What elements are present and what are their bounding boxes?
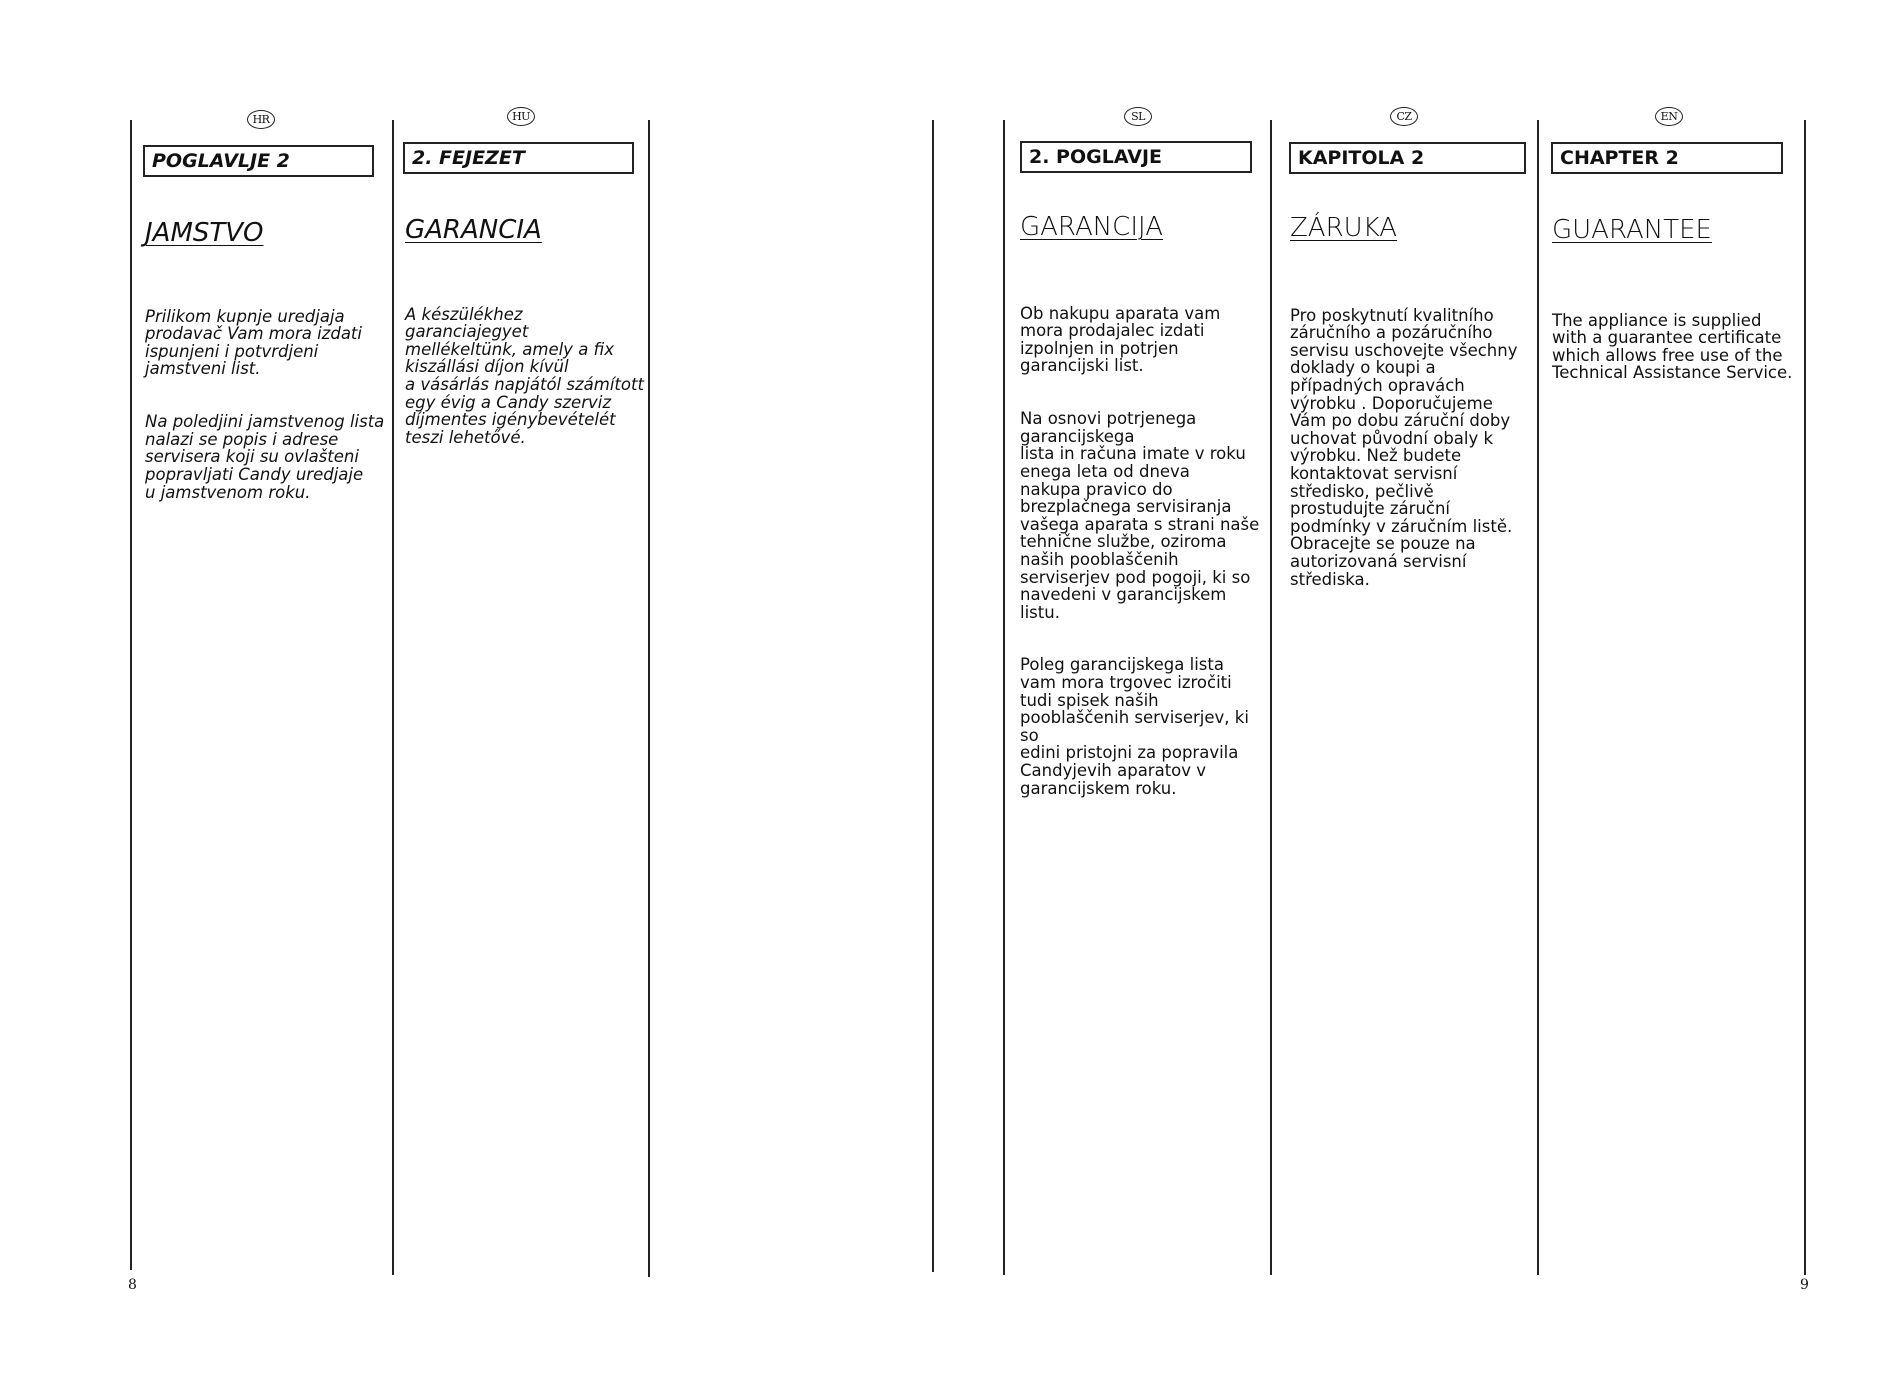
column-divider	[392, 120, 394, 1275]
page-number-left: 8	[128, 1277, 137, 1293]
column-divider	[1003, 120, 1005, 1275]
language-badge: HR	[247, 110, 275, 129]
language-badge: HU	[507, 107, 535, 126]
column-divider	[1270, 120, 1272, 1275]
paragraph: Prilikom kupnje uredjaja prodavač Vam mora izdati ispunjeni i potvrdjeni jamstveni list.	[145, 306, 362, 379]
paragraph: The appliance is supplied with a guarantee certificate which allows free use of the Technical Assistance Service.	[1552, 310, 1793, 383]
chapter-title: CHAPTER 2	[1551, 142, 1783, 174]
section-heading: GARANCIA	[405, 215, 542, 245]
language-badge: CZ	[1390, 107, 1418, 126]
paragraph: Ob nakupu aparata vam mora prodajalec izdati izpolnjen in potrjen garancijski list.	[1020, 303, 1221, 376]
language-badge: SL	[1124, 107, 1152, 126]
column-divider	[932, 120, 934, 1272]
paragraph: Pro poskytnutí kvalitního záručního a pozáručního servisu uschovejte všechny doklady o koupi a případných opravách výrobku . Doporučujeme Vám po dobu záruční doby uchovat původní obaly k výrobku. Než budete kontaktovat servisní středisko, pečlivě prostudujte záruční podmínky v záručním listě. Obracejte se pouze na autorizovaná servisní střediska.	[1290, 305, 1518, 589]
column-divider	[1537, 120, 1539, 1275]
column-divider	[1804, 120, 1806, 1275]
body-text	[405, 288, 645, 482]
section-heading: GUARANTEE	[1552, 215, 1712, 245]
chapter-title: POGLAVLJE 2	[143, 145, 374, 177]
column-divider	[130, 120, 132, 1270]
body-text	[1290, 289, 1535, 623]
paragraph: A készülékhez garanciajegyet mellékeltünk, amely a fix kiszállási díjon kívül a vásárlás napjától számított egy évig a Candy szerviz díjmentes igénybevételét teszi lehetővé.	[405, 304, 644, 447]
column-divider	[648, 120, 650, 1277]
section-heading: GARANCIJA	[1020, 212, 1163, 242]
paragraph: Na poledjini jamstvenog lista nalazi se popis i adrese servisera koji su ovlašteni popravljati Candy uredjaje u jamstvenom roku.	[145, 412, 385, 502]
body-text	[1020, 287, 1270, 832]
body-text	[1552, 294, 1797, 417]
body-text	[145, 290, 390, 536]
paragraph: Poleg garancijskega lista vam mora trgovec izročiti tudi spisek naših pooblaščenih serviserjev, ki so edini pristojni za popravila Candyjevih aparatov v garancijskem roku.	[1020, 655, 1249, 798]
section-heading: ZÁRUKA	[1290, 213, 1398, 243]
paragraph: Na osnovi potrjenega garancijskega lista in računa imate v roku enega leta od dneva nakupa pravico do brezplačnega servisiranja vašega aparata s strani naše tehnične službe, oziroma naših pooblaščenih serviserjev pod pogoji, ki so navedeni v garancijskem listu.	[1020, 409, 1260, 622]
chapter-title: KAPITOLA 2	[1289, 142, 1526, 174]
page-number-right: 9	[1800, 1277, 1809, 1293]
chapter-title: 2. POGLAVJE	[1020, 141, 1252, 173]
chapter-title: 2. FEJEZET	[403, 142, 634, 174]
language-badge: EN	[1655, 107, 1683, 126]
section-heading: JAMSTVO	[145, 218, 264, 248]
